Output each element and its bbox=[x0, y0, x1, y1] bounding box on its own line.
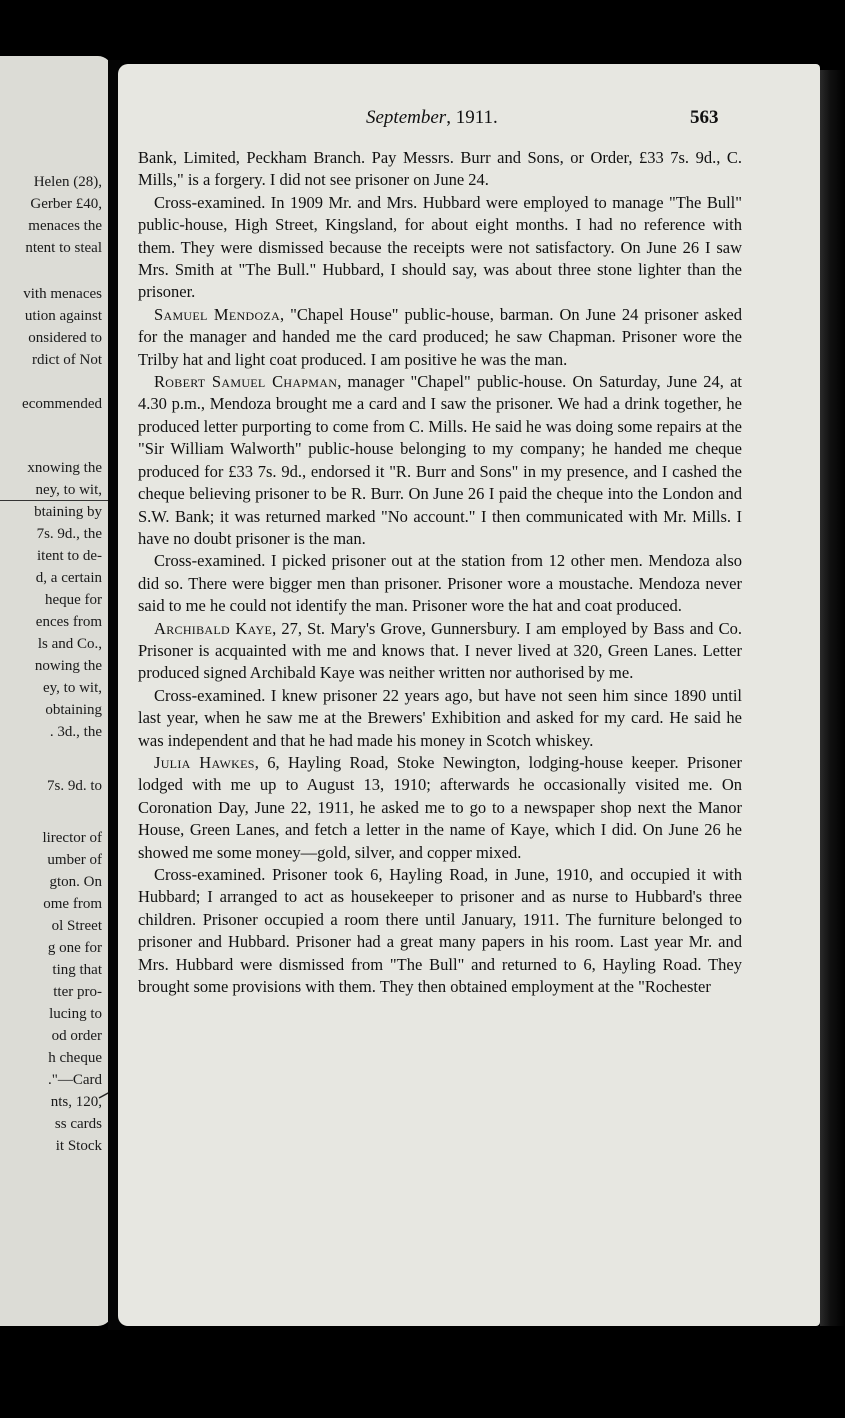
paragraph bbox=[138, 550, 742, 617]
left-page-line: h cheque bbox=[48, 1050, 102, 1066]
left-page-line: nowing the bbox=[34, 658, 102, 674]
left-page-line: ney, to wit, bbox=[35, 482, 102, 498]
left-page-line: ls and Co., bbox=[37, 636, 102, 652]
body-text bbox=[138, 147, 742, 998]
left-page-line: lirector of bbox=[42, 830, 102, 846]
paragraph bbox=[138, 304, 742, 371]
left-page-line: ss cards bbox=[54, 1116, 102, 1132]
left-page-line: btaining by bbox=[34, 504, 102, 520]
paragraph-text: , 6, Hayling Road, Stoke Newington, lodging-house keeper. Prisoner lodged with me up to August 13, 1910; afterwards he occasionally visited me. On Coronation Day, June 22, 1911, he asked me to go to a newspaper shop next the Manor House, Green Lanes, and fetch a letter in the name of Kaye, which I did. On June 26 he showed me some money—gold, silver, and copper mixed. bbox=[138, 752, 742, 862]
left-page-line: lucing to bbox=[49, 1006, 102, 1022]
left-page-line: 7s. 9d. to bbox=[46, 778, 102, 794]
paragraph-text: , manager "Chapel" public-house. On Saturday, June 24, at 4.30 p.m., Mendoza brought me a card and I saw the prisoner. We had a drink together, he produced letter purporting to come from C. Mills. He said he was doing some repairs at the "Sir William Walworth" public-house belonging to my company; he handed me cheque produced for £33 7s. 9d., endorsed it "R. Burr and Sons" in my presence, and I cashed the cheque believing prisoner to be R. Burr. On June 26 I paid the cheque into the London and S.W. Bank; it was returned marked "No account." I then communicated with Mr. Mills. I have no doubt prisoner is the man. bbox=[138, 372, 742, 548]
left-page-line: onsidered to bbox=[28, 330, 102, 346]
paragraph bbox=[138, 147, 742, 192]
left-page-line: menaces the bbox=[28, 218, 102, 234]
left-page-line: Helen (28), bbox=[33, 174, 102, 190]
left-page-line: od order bbox=[51, 1028, 102, 1044]
witness-name: Robert Samuel Chapman bbox=[154, 372, 338, 392]
paragraph-text: Cross-examined. I picked prisoner out at the station from 12 other men. Mendoza also did so. There were bigger men than prisoner. Prisoner wore a moustache. Mendoza never said to me he could not identify the man. Prisoner wore the hat and coat produced. bbox=[138, 551, 742, 616]
witness-name: Archibald Kaye bbox=[154, 618, 273, 638]
running-head-year: , 1911. bbox=[446, 107, 498, 128]
paragraph-text: , "Chapel House" public-house, barman. On June 24 prisoner asked for the manager and handed me the card produced; he saw Chapman. Prisoner wore the Trilby hat and light coat produced. I am positive he was the man. bbox=[138, 304, 742, 369]
left-page bbox=[0, 56, 112, 1326]
left-page-line: ences from bbox=[35, 614, 102, 630]
left-page-line: heque for bbox=[44, 592, 102, 608]
left-page-line: ey, to wit, bbox=[42, 680, 102, 696]
paragraph-text: Bank, Limited, Peckham Branch. Pay Messrs. Burr and Sons, or Order, £33 7s. 9d., C. Mills," is a forgery. I did not see prisoner on June 24. bbox=[138, 148, 742, 190]
left-page-line: it Stock bbox=[55, 1138, 102, 1154]
left-page-line: rdict of Not bbox=[32, 352, 102, 368]
left-page-line: ecommended bbox=[22, 396, 102, 412]
left-page-line: d, a certain bbox=[35, 570, 102, 586]
left-page-line: xnowing the bbox=[27, 460, 102, 476]
paragraph bbox=[138, 864, 742, 998]
paragraph-text: Cross-examined. I knew prisoner 22 years ago, but have not seen him since 1890 until last year, when he saw me at the Brewers' Exhibition and asked for my card. He said he was independent and that he had made his money in Scotch whiskey. bbox=[138, 685, 742, 750]
paragraph-text: Cross-examined. Prisoner took 6, Hayling Road, in June, 1910, and occupied it with Hubbard; I arranged to act as housekeeper to prisoner and as nurse to Hubbard's three children. Prisoner occupied a room there until January, 1911. The furniture belonged to prisoner and Hubbard. Prisoner had a great many papers in his room. Last year Mr. and Mrs. Hubbard were dismissed from "The Bull" and returned to 6, Hayling Road. They brought some provisions with them. They then obtained employment at the "Rochester bbox=[138, 865, 742, 997]
left-page-line: g one for bbox=[47, 940, 102, 956]
left-page-line: vith menaces bbox=[23, 286, 102, 302]
running-head bbox=[366, 107, 498, 129]
witness-name: Samuel Mendoza bbox=[154, 304, 281, 324]
paragraph bbox=[138, 685, 742, 752]
paragraph bbox=[138, 752, 742, 864]
left-page-line: ol Street bbox=[51, 918, 102, 934]
right-page bbox=[118, 64, 820, 1326]
left-page-line: ntent to steal bbox=[25, 240, 102, 256]
paragraph bbox=[138, 371, 742, 550]
page-header bbox=[118, 107, 820, 131]
left-page-line: umber of bbox=[47, 852, 102, 868]
paragraph-text: , 27, St. Mary's Grove, Gunnersbury. I am employed by Bass and Co. Prisoner is acquainted with me and knows that. I never lived at 320, Green Lanes. Letter produced signed Archibald Kaye was neither written nor authorised by me. bbox=[138, 618, 742, 683]
left-page-line: nts, 120, bbox=[50, 1094, 102, 1110]
left-page-line: obtaining bbox=[45, 702, 102, 718]
page-number: 563 bbox=[690, 107, 719, 128]
paragraph-text: Cross-examined. In 1909 Mr. and Mrs. Hubbard were employed to manage "The Bull" public-house, High Street, Kingsland, for about eight months. I had no reference with them. They were dismissed because the receipts were not satisfactory. On June 26 I saw Mrs. Smith at "The Bull." Hubbard, I should say, was about three stone lighter than the prisoner. bbox=[138, 192, 742, 302]
paragraph bbox=[138, 618, 742, 685]
left-page-line: ting that bbox=[52, 962, 102, 978]
left-page-line: itent to de- bbox=[37, 548, 102, 564]
left-page-line: 7s. 9d., the bbox=[36, 526, 102, 542]
left-page-line: ome from bbox=[43, 896, 102, 912]
left-page-rule bbox=[0, 500, 112, 501]
paragraph bbox=[138, 192, 742, 304]
left-page-line: ution against bbox=[24, 308, 102, 324]
left-page-line: . 3d., the bbox=[49, 724, 102, 740]
left-page-line: tter pro- bbox=[53, 984, 102, 1000]
left-page-line: Gerber £40, bbox=[30, 196, 102, 212]
running-head-month: September bbox=[366, 107, 447, 128]
witness-name: Julia Hawkes bbox=[154, 752, 255, 772]
page-edges bbox=[820, 70, 845, 1326]
left-page-line: ."—Card bbox=[47, 1072, 102, 1088]
left-page-line: gton. On bbox=[49, 874, 102, 890]
